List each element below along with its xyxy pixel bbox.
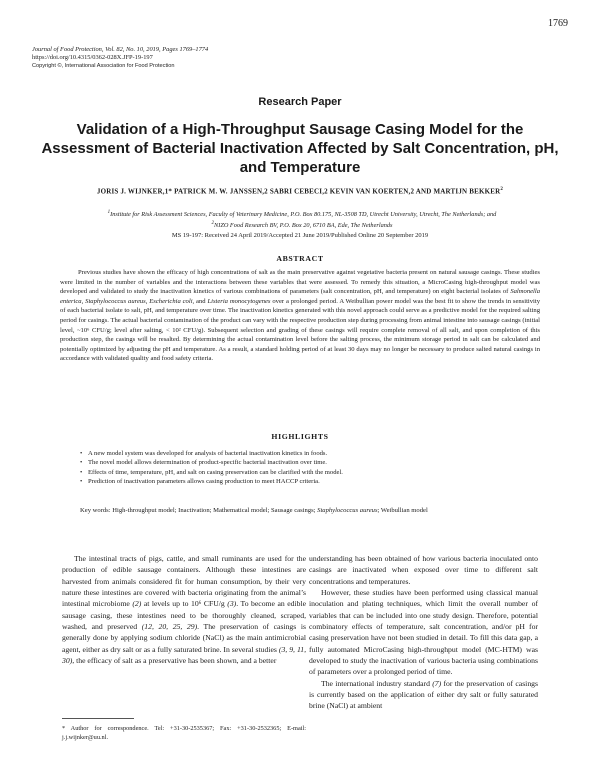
highlight-item: • Effects of time, temperature, pH, and salt on casing preservation can be clarified with the model. (80, 468, 540, 477)
body-column-left (62, 553, 306, 666)
affiliation-2: $^2$NIZO Food Research BV, P.O. Box 20, 6710 BA, Ede, The Netherlands (211, 221, 393, 230)
highlight-item: • The novel model allows determination of product-specific bacterial inactivation over time. (80, 458, 540, 467)
abstract-text: Previous studies have shown the efficacy of high concentrations of salt as the main preservative against vegetative bacteria present on natural sausage casings. These studies were limited in the number of variables and the interactions between these variables that were assessed. To remedy this situation, a MicroCasing high-throughput model was developed and validated to study the inactivation kinetics of various combinations of parameters (salt concentration, pH, and temperature) on eight bacterial isolates of Salmonella enterica, Staphylococcus aureus, Escherichia coli, and Listeria monocytogenes over a prolonged period. A Weibullian power model was the best fit to show the trends in sensitivity of each bacterial isolate to salt, pH, and temperature over time. The inactivation kinetics generated with this novel approach could serve as a predictive model for the required salting period for casings. The actual bacterial contamination of the product can vary with the respective production step during processing from animal intestine into sausage casings (initial level, ~10⁶ CFU/g; level after salting, < 10² CFU/g). Subsequent selection and grading of these casings will require complete removal of all salt, and upon completion of this production step, the casings will be resalted. By determining the actual contamination level before the salting process, the minimum storage period in salt can be calculated and potentially optimized by adjusting the pH and temperature. As a result, a standard holding period of at least 30 days may no longer be necessary to produce salted natural casings in accordance with validated quality and food safety criteria. (60, 269, 541, 363)
affiliation-1: $^1$Institute for Risk Assessment Sciences, Faculty of Veterinary Medicine, P.O. Box 80.175, NL-3508 TD, Utrecht University, Utrecht, The Netherlands; and (107, 210, 497, 219)
doi-link[interactable]: https://doi.org/10.4315/0362-028X.JFP-19-197 (32, 54, 153, 61)
copyright-line: Copyright ©, International Association for Food Protection (32, 63, 175, 69)
affiliations (44, 208, 560, 230)
author-list: JORIS J. WIJNKER,1* PATRICK M. W. JANSSEN,2 SABRI CEBECI,2 KEVIN VAN KOERTEN,2 AND MARTIJN BEKKER$^2$ (96, 187, 504, 196)
paper-title: Validation of a High-Throughput Sausage Casing Model for the Assessment of Bacterial Inactivation Affected by Salt Concentration, pH, and Temperature (41, 121, 559, 176)
highlights-heading: HIGHLIGHTS (271, 432, 329, 441)
keywords: Key words: High-throughput model; Inactivation; Mathematical model; Sausage casings; Staphylococcus aureus; Weibullian model (80, 507, 428, 514)
journal-citation: Journal of Food Protection, Vol. 82, No. 10, 2019, Pages 1769–1774 (32, 46, 209, 53)
highlights-list (80, 449, 540, 487)
body-paragraph: The intestinal tracts of pigs, cattle, and small ruminants are used for the production of edible sausage containers. Although these intestines are harvested from animals considered fit for human consumption, by their very nature these intestines are covered with bacteria originating from the animal’s intestinal microbiome (2) at levels up to 10⁶ CFU/g (3). To become an edible sausage casing, these intestines need to be thoroughly cleaned, scraped, washed, and preserved (12, 20, 25, 29). The preservation of casings is generally done by applying sodium chloride (NaCl) as the main antimicrobial agent, either as dry salt or as a fully saturated brine. In several studies (3, 9, 11, 30), the efficacy of salt as a preservative has been shown, and a better (62, 554, 307, 666)
abstract-heading: ABSTRACT (276, 254, 324, 263)
highlight-item: • A new model system was developed for analysis of bacterial inactivation kinetics in foods. (80, 449, 540, 458)
section-label: Research Paper (258, 96, 342, 108)
body-paragraph: However, these studies have been performed using classical manual inoculation and plating techniques, which limit the overall number of variables that can be included into one study design. Therefore, potential combinatory effects of temperature, salt concentration, and/or pH for casing preservation have not been studied in detail. To fill this data gap, a fully automated MicroCasing high-throughput model (MC-HTM) was developed to study the inactivation of various bacteria using combinations of parameters over a prolonged period of time. (309, 588, 538, 677)
page-number: 1769 (548, 18, 568, 29)
correspondence-footnote: * Author for correspondence. Tel: +31-30-2535367; Fax: +31-30-2532365; E-mail: j.j.wijnker@uu.nl. (62, 725, 306, 741)
footnote-rule (62, 718, 134, 719)
highlight-item: • Prediction of inactivation parameters allows casing production to meet HACCP criteria. (80, 477, 540, 486)
body-paragraph: The international industry standard (7) for the preservation of casings is currently based on the application of either dry salt or fully saturated brine (NaCl) at ambient (309, 678, 538, 711)
manuscript-dates: MS 19-197: Received 24 April 2019/Accepted 21 June 2019/Published Online 20 September 2019 (171, 232, 429, 239)
body-paragraph: understanding has been obtained of how various bacteria inoculated onto casings are inactivated when exposed over time to different salt concentrations and temperatures. (309, 554, 538, 586)
body-column-right (309, 553, 538, 712)
